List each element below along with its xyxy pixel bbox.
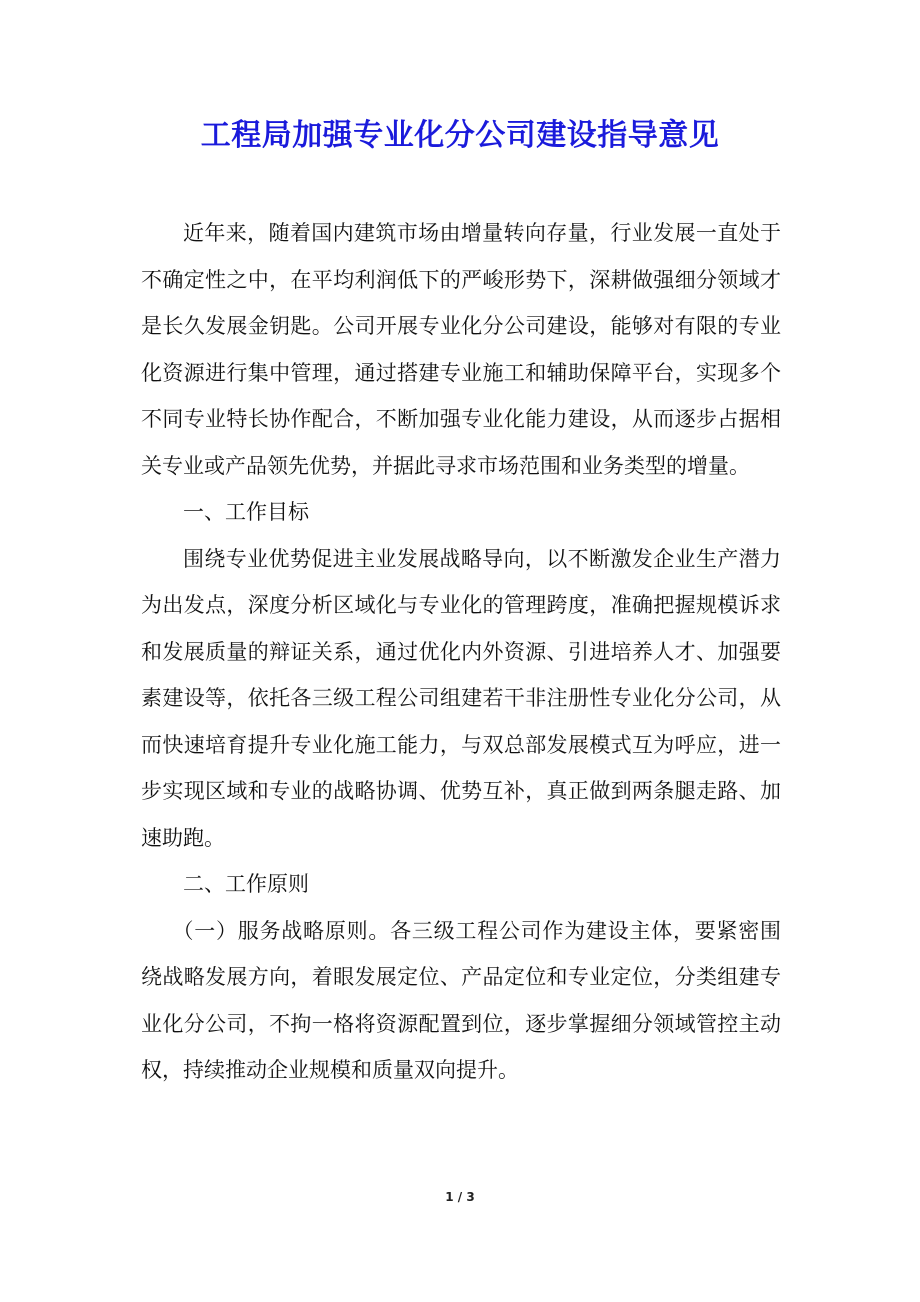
intro-paragraph: 近年来，随着国内建筑市场由增量转向存量，行业发展一直处于不确定性之中，在平均利润低下的严峻形势下，深耕做强细分领域才是长久发展金钥匙。公司开展专业化分公司建设，能够对有限的专业化资源进行集中管理，通过搭建专业施工和辅助保障平台，实现多个不同专业特长协作配合，不断加强专业化能力建设，从而逐步占据相关专业或产品领先优势，并据此寻求市场范围和业务类型的增量。 xyxy=(141,221,781,478)
section-heading-principles: 二、工作原则 xyxy=(183,872,309,896)
document-title: 工程局加强专业化分公司建设指导意见 xyxy=(200,118,720,153)
page-number: 1 / 3 xyxy=(445,1190,475,1204)
section-heading-goals: 一、工作目标 xyxy=(183,500,309,524)
goals-paragraph: 围绕专业优势促进主业发展战略导向，以不断激发企业生产潜力为出发点，深度分析区域化与专业化的管理跨度，准确把握规模诉求和发展质量的辩证关系，通过优化内外资源、引进培养人才、加强要素建设等，依托各三级工程公司组建若干非注册性专业化分公司，从而快速培育提升专业化施工能力，与双总部发展模式互为呼应，进一步实现区域和专业的战略协调、优势互补，真正做到两条腿走路、加速助跑。 xyxy=(141,546,781,850)
document-body xyxy=(141,210,781,1094)
principle-paragraph-1: （一）服务战略原则。各三级工程公司作为建设主体，要紧密围绕战略发展方向，着眼发展定位、产品定位和专业定位，分类组建专业化分公司，不拘一格将资源配置到位，逐步掌握细分领域管控主动权，持续推动企业规模和质量双向提升。 xyxy=(141,918,781,1082)
